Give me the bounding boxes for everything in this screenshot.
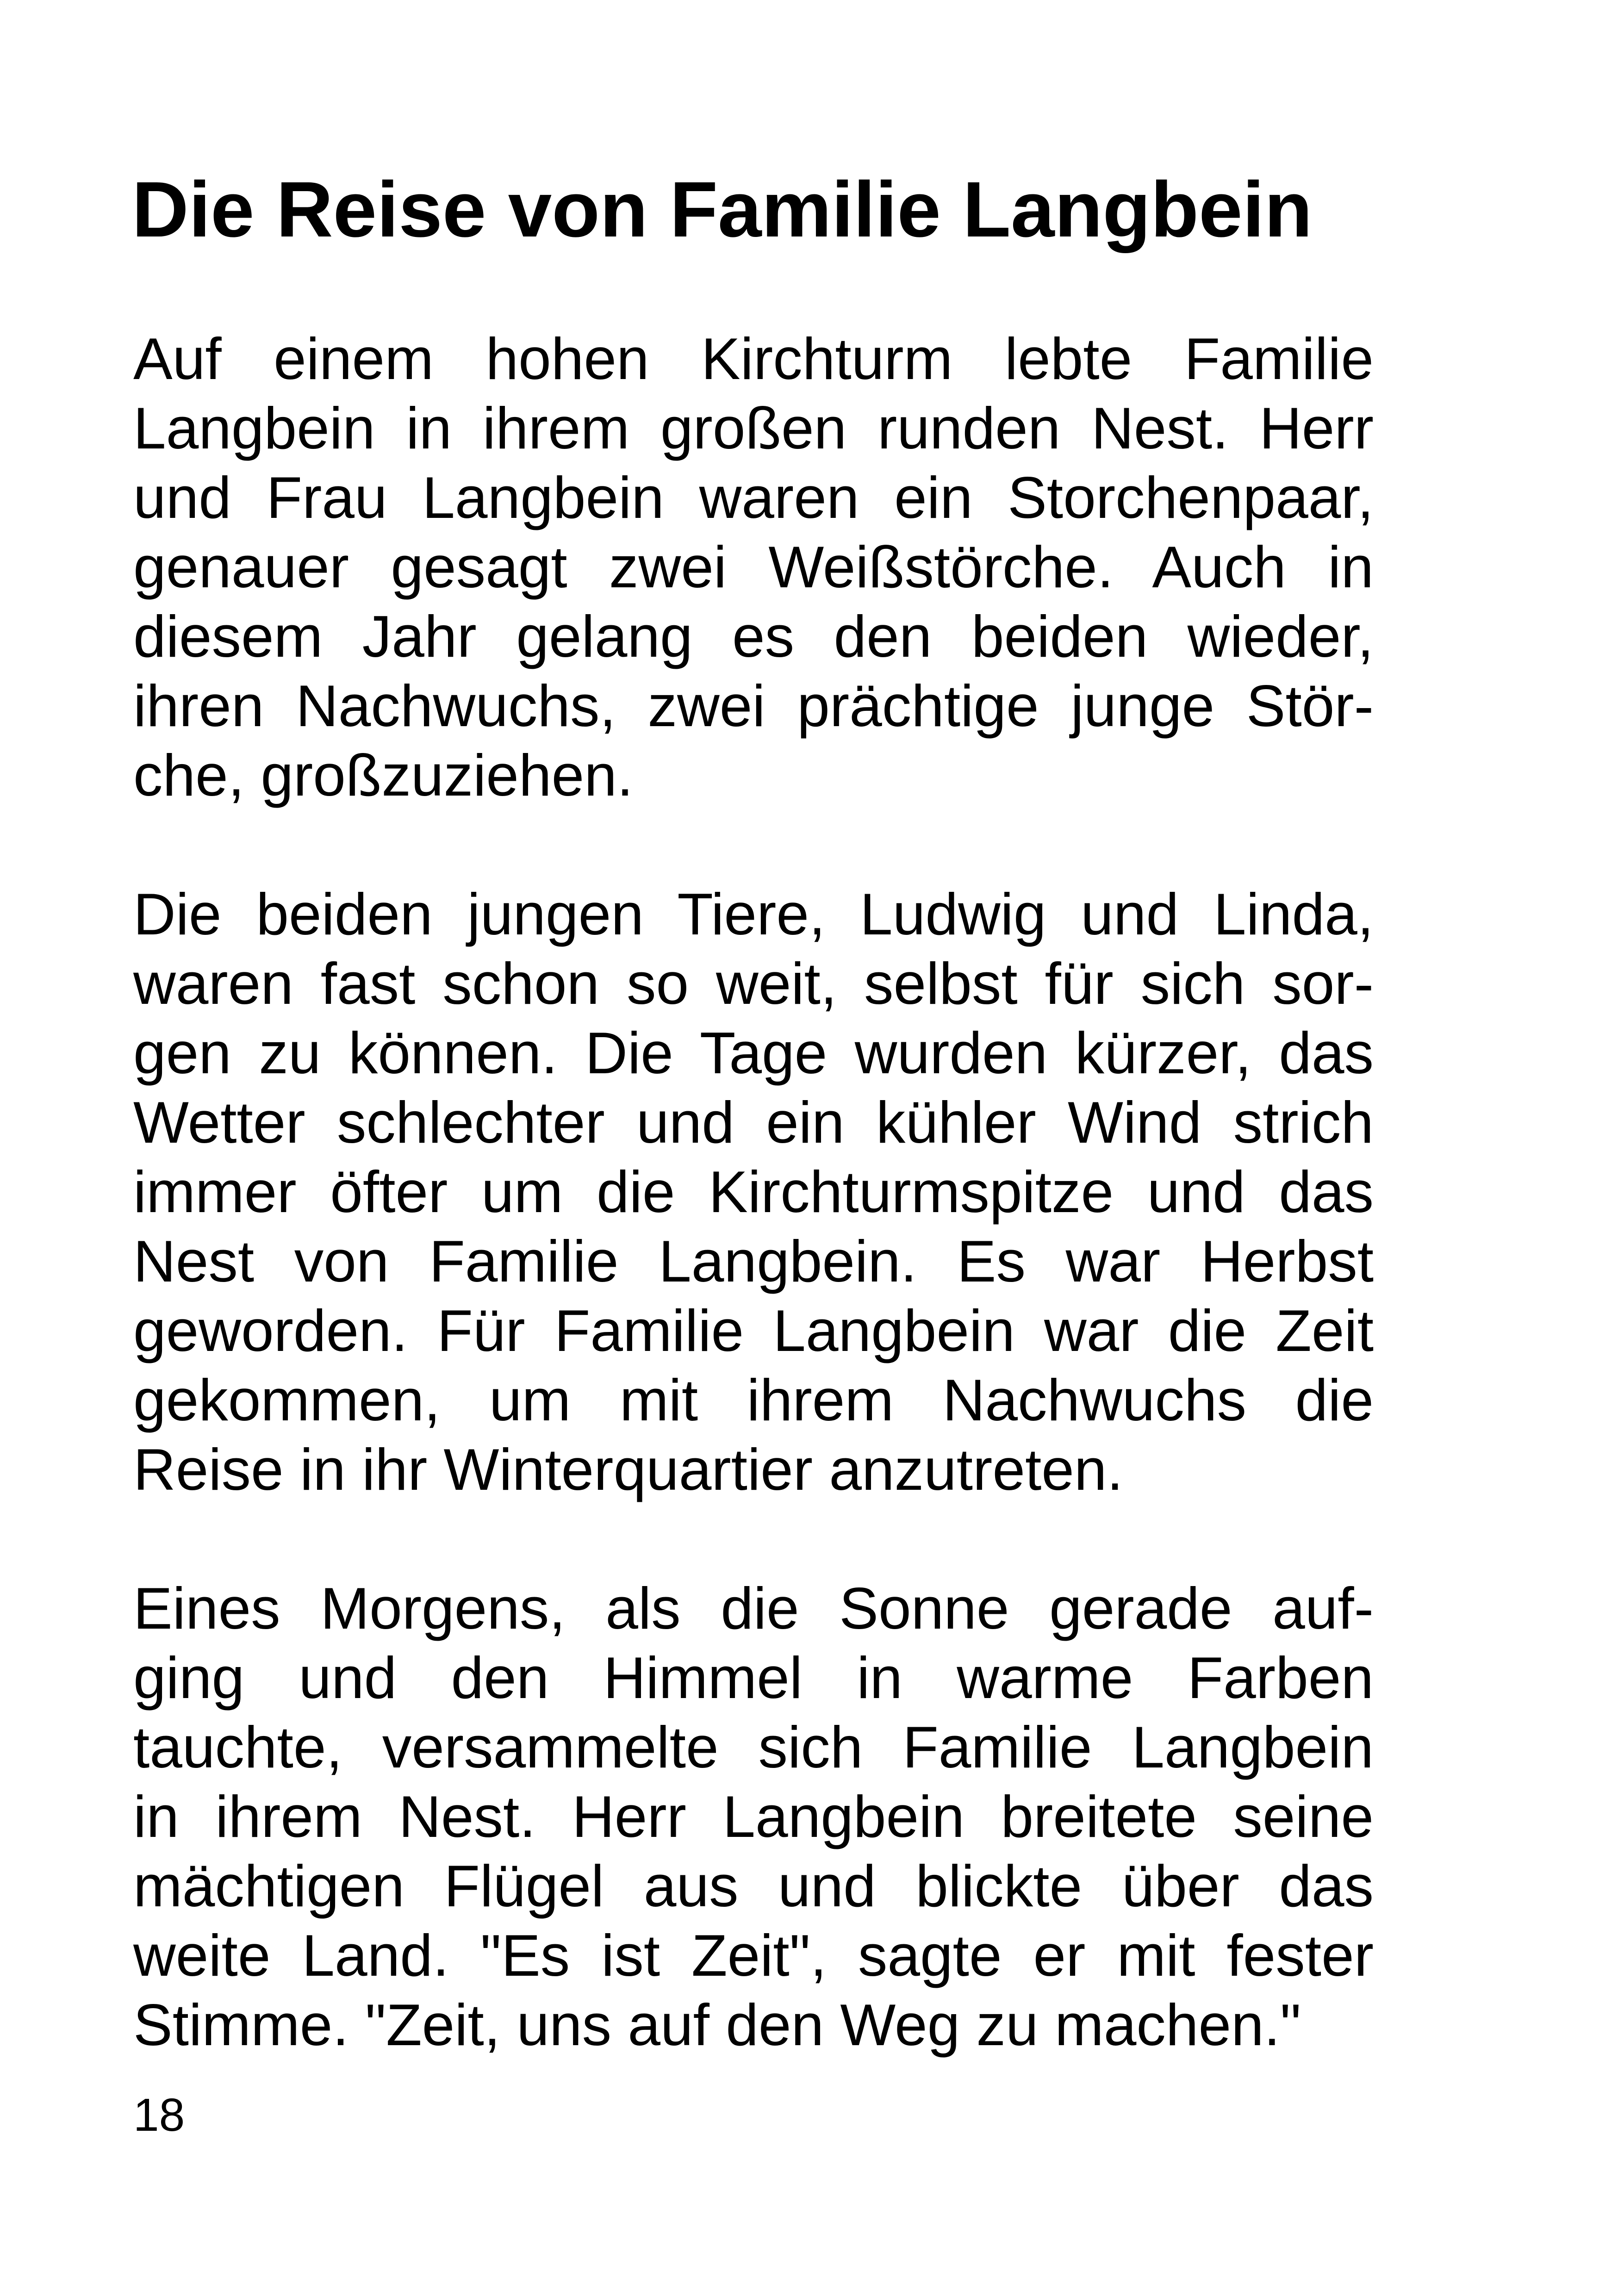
paragraph-line: Die beiden jungen Tiere, Ludwig und Linda,	[133, 881, 1374, 947]
paragraph-line: Nest von Familie Langbein. Es war Herbst	[133, 1228, 1374, 1294]
paragraph-3	[133, 1574, 1374, 2060]
paragraph-line: geworden. Für Familie Langbein war die Zeit	[133, 1298, 1374, 1363]
paragraph-line: diesem Jahr gelang es den beiden wieder,	[133, 604, 1374, 669]
page-number: 18	[133, 2089, 185, 2141]
paragraph-line: Eines Morgens, als die Sonne gerade auf-	[133, 1575, 1374, 1641]
paragraph-line: ihren Nachwuchs, zwei prächtige junge Stör-	[133, 673, 1374, 739]
paragraph-line: mächtigen Flügel aus und blickte über das	[133, 1853, 1374, 1919]
paragraph-line: immer öfter um die Kirchturmspitze und das	[133, 1159, 1374, 1225]
paragraph-line: Stimme. "Zeit, uns auf den Weg zu machen."	[133, 1992, 1301, 2058]
paragraph-line: tauchte, versammelte sich Familie Langbein	[133, 1714, 1374, 1780]
paragraph-2	[133, 879, 1374, 1504]
paragraph-line: ging und den Himmel in warme Farben	[133, 1645, 1374, 1711]
paragraph-line: weite Land. "Es ist Zeit", sagte er mit fester	[133, 1923, 1374, 1988]
paragraph-line: Langbein in ihrem großen runden Nest. Herr	[133, 395, 1374, 461]
paragraph-line: und Frau Langbein waren ein Storchenpaar,	[133, 465, 1374, 530]
paragraph-line: Wetter schlechter und ein kühler Wind strich	[133, 1089, 1374, 1155]
paragraph-line: gekommen, um mit ihrem Nachwuchs die	[133, 1367, 1374, 1433]
paragraph-line: gen zu können. Die Tage wurden kürzer, das	[133, 1020, 1374, 1086]
paragraph-line: Auf einem hohen Kirchturm lebte Familie	[133, 326, 1374, 392]
paragraph-line: in ihrem Nest. Herr Langbein breitete seine	[133, 1784, 1374, 1849]
paragraph-line: Reise in ihr Winterquartier anzutreten.	[133, 1437, 1123, 1502]
paragraph-line: genauer gesagt zwei Weißstörche. Auch in	[133, 534, 1374, 600]
paragraph-line: che, großzuziehen.	[133, 742, 634, 808]
paragraph-1	[133, 324, 1374, 810]
paragraph-line: waren fast schon so weit, selbst für sich sor-	[133, 951, 1374, 1016]
page-title: Die Reise von Familie Langbein	[132, 166, 1313, 254]
